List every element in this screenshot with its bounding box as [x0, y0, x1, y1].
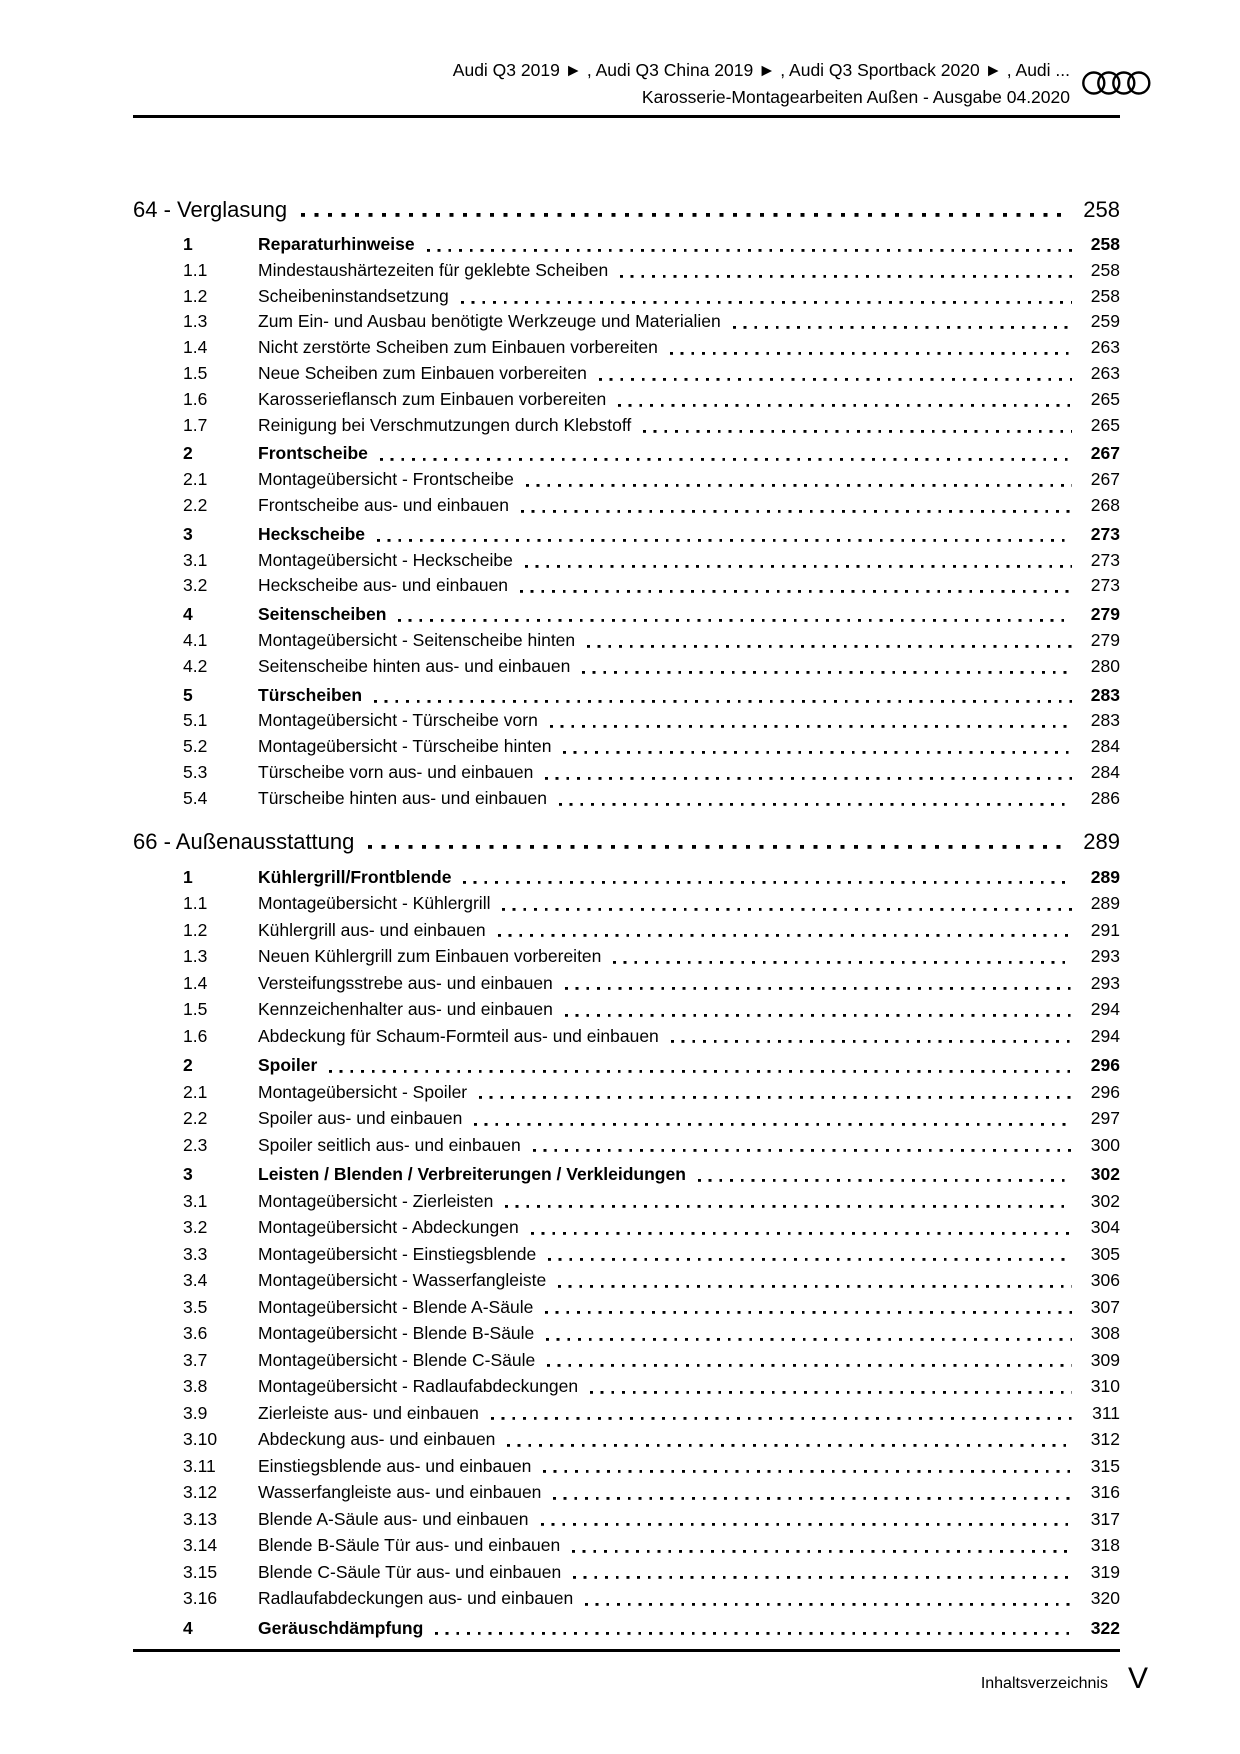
item-number: 1.1	[183, 893, 208, 914]
toc-item	[133, 1347, 1120, 1374]
item-title: Seitenscheibe hinten aus- und einbauen	[258, 655, 571, 676]
item-number: 1.4	[183, 337, 208, 358]
item-page-number: 306	[1090, 1270, 1120, 1291]
toc-item	[133, 335, 1120, 361]
toc-item	[133, 996, 1120, 1023]
item-page-number: 265	[1090, 414, 1120, 435]
item-number: 3.7	[183, 1349, 208, 1370]
dot-leader	[558, 1267, 1072, 1294]
item-number: 3.2	[183, 1217, 208, 1238]
item-page-number: 294	[1090, 999, 1120, 1020]
dot-leader	[563, 734, 1072, 760]
item-page-number: 294	[1090, 1025, 1120, 1046]
item-number: 1.2	[183, 285, 208, 306]
dot-leader	[435, 1615, 1072, 1642]
item-title: Kühlergrill aus- und einbauen	[258, 919, 486, 940]
dot-leader	[572, 1532, 1072, 1559]
dot-leader	[498, 917, 1072, 944]
dot-leader	[599, 361, 1072, 387]
item-page-number: 304	[1090, 1217, 1120, 1238]
item-page-number: 259	[1090, 311, 1120, 332]
item-title: Türscheiben	[258, 684, 363, 705]
toc-item	[133, 1105, 1120, 1132]
header-subtitle-line: Karosserie-Montagearbeiten Außen - Ausgabe 04.2020	[641, 87, 1070, 107]
dot-leader	[521, 493, 1072, 519]
item-number: 3.12	[183, 1482, 218, 1503]
dot-leader	[329, 1052, 1072, 1079]
page-header	[133, 0, 1120, 111]
item-number: 4.2	[183, 655, 208, 676]
item-page-number: 258	[1090, 285, 1120, 306]
footer-rule	[133, 1649, 1120, 1652]
toc-item	[133, 683, 1120, 709]
item-number: 1.5	[183, 999, 208, 1020]
toc-item	[133, 548, 1120, 574]
toc	[133, 196, 1120, 1641]
toc-item	[133, 1426, 1120, 1453]
item-page-number: 293	[1090, 972, 1120, 993]
item-title: Versteifungsstrebe aus- und einbauen	[258, 972, 553, 993]
section-heading	[133, 828, 1120, 856]
dot-leader	[474, 1105, 1072, 1132]
item-number: 1.4	[183, 972, 208, 993]
item-number: 3.15	[183, 1561, 218, 1582]
item-page-number: 312	[1090, 1429, 1120, 1450]
dot-leader	[301, 196, 1068, 224]
toc-item	[133, 602, 1120, 628]
item-page-number: 318	[1090, 1535, 1120, 1556]
toc-item	[133, 890, 1120, 917]
item-title: Abdeckung für Schaum-Formteil aus- und einbauen	[258, 1025, 659, 1046]
item-number: 1.6	[183, 1025, 208, 1046]
item-number: 2.2	[183, 1108, 208, 1129]
item-page-number: 283	[1090, 684, 1120, 705]
item-title: Montageübersicht - Türscheibe hinten	[258, 736, 552, 757]
item-title: Türscheibe vorn aus- und einbauen	[258, 761, 534, 782]
dot-leader	[463, 864, 1072, 891]
item-page-number: 296	[1090, 1081, 1120, 1102]
item-number: 1.7	[183, 414, 208, 435]
item-page-number: 258	[1090, 234, 1120, 254]
toc-item	[133, 1506, 1120, 1533]
toc-item	[133, 1023, 1120, 1050]
toc-item	[133, 786, 1120, 812]
toc-item	[133, 943, 1120, 970]
item-number: 3.6	[183, 1323, 208, 1344]
dot-leader	[643, 413, 1072, 439]
toc-item	[133, 1214, 1120, 1241]
item-number: 1.5	[183, 362, 208, 383]
item-page-number: 273	[1090, 575, 1120, 596]
toc-item	[133, 387, 1120, 413]
toc-item	[133, 573, 1120, 599]
section-heading-label: 66 - Außenausstattung	[133, 828, 355, 854]
item-number: 1.3	[183, 946, 208, 967]
toc-item	[133, 441, 1120, 467]
item-page-number: 293	[1090, 946, 1120, 967]
item-page-number: 286	[1090, 787, 1120, 808]
toc-item	[133, 1294, 1120, 1321]
item-number: 3.1	[183, 1190, 208, 1211]
dot-leader	[526, 467, 1072, 493]
toc-item	[133, 917, 1120, 944]
item-page-number: 316	[1090, 1482, 1120, 1503]
dot-leader	[585, 1585, 1072, 1612]
item-title: Leisten / Blenden / Verbreiterungen / Verkleidungen	[258, 1164, 686, 1185]
item-page-number: 322	[1090, 1617, 1120, 1638]
toc-item	[133, 361, 1120, 387]
item-page-number: 291	[1090, 919, 1120, 940]
dot-leader	[533, 1132, 1072, 1159]
item-page-number: 300	[1090, 1134, 1120, 1155]
dot-leader	[670, 335, 1072, 361]
dot-leader	[565, 970, 1072, 997]
item-title: Montageübersicht - Radlaufabdeckungen	[258, 1376, 579, 1397]
toc-item	[133, 232, 1120, 258]
item-title: Montageübersicht - Abdeckungen	[258, 1217, 519, 1238]
item-title: Kennzeichenhalter aus- und einbauen	[258, 999, 553, 1020]
toc-item	[133, 1559, 1120, 1586]
item-title: Kühlergrill/Frontblende	[258, 866, 452, 887]
header-models-line: Audi Q3 2019 ► , Audi Q3 China 2019 ► , Audi Q3 Sportback 2020 ► , Audi ...	[452, 60, 1070, 80]
item-page-number: 289	[1090, 866, 1120, 887]
toc-item	[133, 467, 1120, 493]
item-title: Nicht zerstörte Scheiben zum Einbauen vorbereiten	[258, 337, 658, 358]
item-title: Neue Scheiben zum Einbauen vorbereiten	[258, 362, 587, 383]
dot-leader	[545, 760, 1072, 786]
dot-leader	[590, 1373, 1072, 1400]
item-number: 1.6	[183, 388, 208, 409]
item-number: 5.2	[183, 736, 208, 757]
dot-leader	[541, 1506, 1073, 1533]
dot-leader	[543, 1453, 1072, 1480]
item-title: Blende B-Säule Tür aus- und einbauen	[258, 1535, 561, 1556]
toc-item	[133, 970, 1120, 997]
toc-item	[133, 734, 1120, 760]
toc-item	[133, 1161, 1120, 1188]
item-page-number: 273	[1090, 523, 1120, 544]
item-title: Montageübersicht - Heckscheibe	[258, 549, 513, 570]
toc-item	[133, 1373, 1120, 1400]
item-number: 2.2	[183, 494, 208, 515]
dot-leader	[546, 1320, 1072, 1347]
item-title: Spoiler aus- und einbauen	[258, 1108, 463, 1129]
dot-leader	[505, 1188, 1072, 1215]
dot-leader	[368, 828, 1068, 856]
item-title: Montageübersicht - Zierleisten	[258, 1190, 494, 1211]
item-title: Scheibeninstandsetzung	[258, 285, 449, 306]
dot-leader	[398, 602, 1072, 628]
item-title: Reinigung bei Verschmutzungen durch Klebstoff	[258, 414, 632, 435]
dot-leader	[573, 1559, 1072, 1586]
item-page-number: 319	[1090, 1561, 1120, 1582]
toc-item	[133, 1400, 1120, 1427]
toc-item	[133, 1585, 1120, 1612]
item-number: 3.14	[183, 1535, 218, 1556]
dot-leader	[613, 943, 1072, 970]
item-title: Wasserfangleiste aus- und einbauen	[258, 1482, 542, 1503]
item-number: 3.16	[183, 1588, 218, 1609]
toc-item	[133, 708, 1120, 734]
dot-leader	[531, 1214, 1072, 1241]
toc-item	[133, 654, 1120, 680]
item-page-number: 308	[1090, 1323, 1120, 1344]
item-number: 1	[183, 234, 193, 254]
item-page-number: 284	[1090, 736, 1120, 757]
dot-leader	[479, 1079, 1072, 1106]
item-number: 4	[183, 604, 193, 625]
item-title: Geräuschdämpfung	[258, 1617, 424, 1638]
toc-item	[133, 1453, 1120, 1480]
dot-leader	[547, 1347, 1072, 1374]
item-page-number: 296	[1090, 1055, 1120, 1076]
item-number: 5.3	[183, 761, 208, 782]
item-title: Montageübersicht - Seitenscheibe hinten	[258, 629, 576, 650]
item-title: Mindestaushärtezeiten für geklebte Scheiben	[258, 259, 609, 280]
dot-leader	[427, 232, 1072, 258]
item-number: 1.3	[183, 311, 208, 332]
item-number: 3.5	[183, 1296, 208, 1317]
item-page-number: 307	[1090, 1296, 1120, 1317]
item-title: Zum Ein- und Ausbau benötigte Werkzeuge und Materialien	[258, 311, 721, 332]
item-title: Montageübersicht - Türscheibe vorn	[258, 710, 538, 731]
dot-leader	[520, 573, 1072, 599]
item-number: 2	[183, 1055, 193, 1076]
item-title: Heckscheibe aus- und einbauen	[258, 575, 509, 596]
item-number: 1.1	[183, 259, 208, 280]
section-page-number: 258	[1083, 197, 1120, 222]
item-page-number: 263	[1090, 362, 1120, 383]
toc-item	[133, 628, 1120, 654]
item-page-number: 302	[1090, 1190, 1120, 1211]
item-page-number: 268	[1090, 494, 1120, 515]
item-number: 3.3	[183, 1243, 208, 1264]
footer-page-number: V	[1127, 1662, 1148, 1696]
toc-section-64	[133, 196, 1120, 812]
dot-leader	[618, 387, 1072, 413]
toc-item	[133, 493, 1120, 519]
item-page-number: 297	[1090, 1108, 1120, 1129]
item-title: Seitenscheiben	[258, 604, 387, 625]
item-title: Montageübersicht - Blende A-Säule	[258, 1296, 534, 1317]
section-page-number: 289	[1083, 828, 1120, 854]
dot-leader	[374, 683, 1072, 709]
dot-leader	[377, 522, 1072, 548]
toc-item	[133, 1532, 1120, 1559]
item-number: 3.2	[183, 575, 208, 596]
item-number: 1.2	[183, 919, 208, 940]
item-page-number: 315	[1090, 1455, 1120, 1476]
item-title: Einstiegsblende aus- und einbauen	[258, 1455, 532, 1476]
item-number: 5.1	[183, 710, 208, 731]
toc-item	[133, 284, 1120, 310]
item-title: Zierleiste aus- und einbauen	[258, 1402, 479, 1423]
item-title: Montageübersicht - Blende C-Säule	[258, 1349, 536, 1370]
toc-section-66	[133, 828, 1120, 1642]
item-number: 4	[183, 1617, 193, 1638]
toc-item	[133, 309, 1120, 335]
item-page-number: 289	[1090, 893, 1120, 914]
toc-item	[133, 258, 1120, 284]
item-title: Montageübersicht - Blende B-Säule	[258, 1323, 535, 1344]
item-title: Montageübersicht - Wasserfangleiste	[258, 1270, 547, 1291]
toc-item	[133, 864, 1120, 891]
item-number: 2.1	[183, 1081, 208, 1102]
footer-label: Inhaltsverzeichnis	[980, 1675, 1108, 1693]
dot-leader	[545, 1294, 1072, 1321]
item-title: Frontscheibe aus- und einbauen	[258, 494, 510, 515]
item-number: 2.3	[183, 1134, 208, 1155]
item-page-number: 311	[1092, 1402, 1120, 1423]
dot-leader	[461, 284, 1072, 310]
item-number: 3.11	[183, 1455, 216, 1476]
item-number: 2.1	[183, 469, 208, 490]
item-number: 3.9	[183, 1402, 208, 1423]
toc-item	[133, 522, 1120, 548]
toc-item	[133, 760, 1120, 786]
item-title: Montageübersicht - Einstiegsblende	[258, 1243, 537, 1264]
item-page-number: 263	[1090, 337, 1120, 358]
dot-leader	[582, 654, 1072, 680]
item-page-number: 273	[1090, 549, 1120, 570]
item-title: Frontscheibe	[258, 443, 368, 464]
item-page-number: 279	[1090, 629, 1120, 650]
item-title: Radlaufabdeckungen aus- und einbauen	[258, 1588, 574, 1609]
item-title: Türscheibe hinten aus- und einbauen	[258, 787, 547, 808]
toc-item	[133, 1052, 1120, 1079]
item-title: Montageübersicht - Kühlergrill	[258, 893, 491, 914]
item-title: Spoiler seitlich aus- und einbauen	[258, 1134, 521, 1155]
item-page-number: 284	[1090, 761, 1120, 782]
dot-leader	[698, 1161, 1072, 1188]
item-number: 5.4	[183, 787, 208, 808]
item-title: Abdeckung aus- und einbauen	[258, 1429, 496, 1450]
dot-leader	[559, 786, 1072, 812]
item-title: Reparaturhinweise	[258, 234, 415, 254]
toc-item	[133, 1188, 1120, 1215]
item-page-number: 265	[1090, 388, 1120, 409]
section-heading-label: 64 - Verglasung	[133, 197, 288, 222]
item-number: 2	[183, 443, 193, 464]
item-number: 3.13	[183, 1508, 218, 1529]
item-page-number: 317	[1090, 1508, 1120, 1529]
dot-leader	[525, 548, 1072, 574]
dot-leader	[587, 628, 1072, 654]
item-page-number: 310	[1090, 1376, 1120, 1397]
item-title: Montageübersicht - Spoiler	[258, 1081, 468, 1102]
item-page-number: 280	[1090, 655, 1120, 676]
toc-item	[133, 1241, 1120, 1268]
item-title: Blende A-Säule aus- und einbauen	[258, 1508, 529, 1529]
item-number: 3	[183, 523, 193, 544]
item-title: Montageübersicht - Frontscheibe	[258, 469, 514, 490]
item-number: 3.10	[183, 1429, 218, 1450]
item-page-number: 320	[1090, 1588, 1120, 1609]
dot-leader	[502, 890, 1072, 917]
item-title: Heckscheibe	[258, 523, 366, 544]
item-page-number: 309	[1090, 1349, 1120, 1370]
item-number: 3.1	[183, 549, 208, 570]
dot-leader	[733, 309, 1072, 335]
item-title: Spoiler	[258, 1055, 318, 1076]
dot-leader	[507, 1426, 1072, 1453]
dot-leader	[553, 1479, 1072, 1506]
toc-item	[133, 413, 1120, 439]
dot-leader	[380, 441, 1072, 467]
dot-leader	[620, 258, 1072, 284]
item-title: Blende C-Säule Tür aus- und einbauen	[258, 1561, 562, 1582]
toc-item	[133, 1615, 1120, 1642]
dot-leader	[550, 708, 1072, 734]
toc-item	[133, 1479, 1120, 1506]
toc-item	[133, 1079, 1120, 1106]
item-number: 3.8	[183, 1376, 208, 1397]
item-title: Karosserieflansch zum Einbauen vorbereiten	[258, 388, 607, 409]
item-number: 1	[183, 866, 193, 887]
dot-leader	[671, 1023, 1072, 1050]
toc-item	[133, 1267, 1120, 1294]
toc-item	[133, 1132, 1120, 1159]
page-content	[133, 0, 1148, 1696]
toc-item	[133, 1320, 1120, 1347]
dot-leader	[565, 996, 1072, 1023]
item-number: 3.4	[183, 1270, 208, 1291]
item-page-number: 283	[1090, 710, 1120, 731]
item-page-number: 279	[1090, 604, 1120, 625]
page-footer	[133, 1662, 1148, 1696]
item-number: 4.1	[183, 629, 208, 650]
item-number: 5	[183, 684, 193, 705]
item-page-number: 302	[1090, 1164, 1120, 1185]
item-page-number: 305	[1090, 1243, 1120, 1264]
item-title: Neuen Kühlergrill zum Einbauen vorbereiten	[258, 946, 602, 967]
section-heading	[133, 196, 1120, 224]
dot-leader	[491, 1400, 1072, 1427]
item-page-number: 267	[1090, 443, 1120, 464]
item-page-number: 267	[1090, 469, 1120, 490]
header-rule	[133, 115, 1120, 118]
item-number: 3	[183, 1164, 193, 1185]
item-page-number: 258	[1090, 259, 1120, 280]
dot-leader	[548, 1241, 1072, 1268]
